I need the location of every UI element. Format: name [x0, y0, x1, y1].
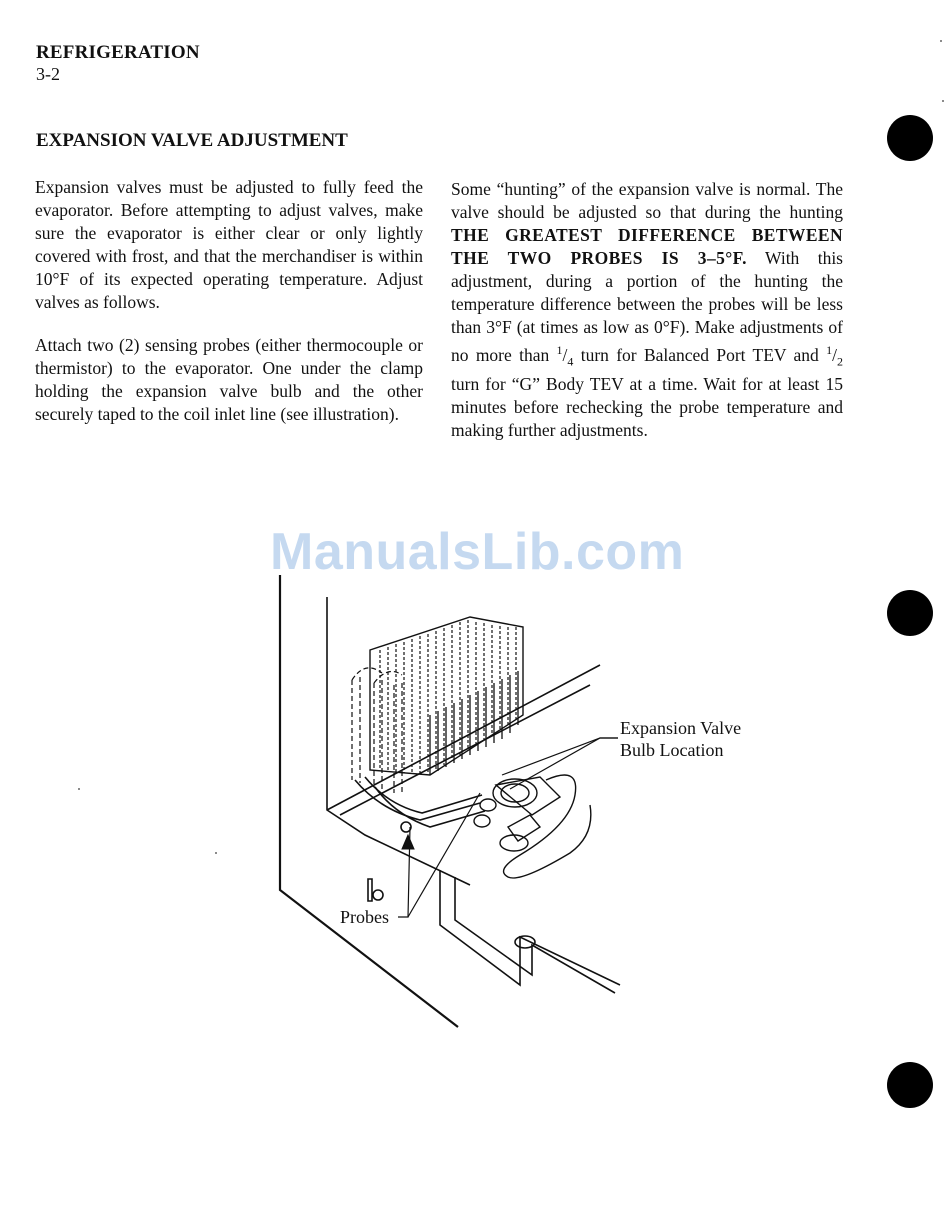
punch-hole-middle: [887, 590, 933, 636]
probe-symbol: [368, 879, 383, 901]
case-floor-front: [340, 685, 590, 815]
punch-hole-bottom: [887, 1062, 933, 1108]
hunting-text-4: turn for “G” Body TEV at a time. Wait for at least 15 minutes before rechecking the probe temperature and making further adjustments.: [451, 374, 843, 441]
hunting-text-3: turn for Balanced Port TEV and: [573, 344, 827, 365]
case-outline: [280, 575, 458, 1027]
callout-probes: Probes: [340, 907, 389, 927]
page-number: 3-2: [36, 64, 60, 84]
scan-speck: [215, 852, 217, 854]
hunting-text-2: With this adjustment, during a portion of the hunting the temperature difference between the probes will be less than 3°F (at times as low as 0°F). Make adjustments of no more than: [451, 248, 843, 365]
scan-speck: [942, 100, 944, 102]
paragraph-adjust-intro: Expansion valves must be adjusted to fully feed the evaporator. Before attempting to adjust valves, make sure the evaporator is either clear or only lightly covered with frost, and that the merchandiser is within 10°F of its expected operating temperature. Adjust valves as follows.: [35, 177, 423, 312]
callout-expansion-valve-line1: Expansion Valve: [620, 718, 742, 738]
paragraph-hunting: [451, 178, 843, 442]
fraction-quarter: $^1/_4$: [556, 343, 574, 369]
drain-pipe-outer: [440, 870, 620, 985]
callout-expansion-valve-line2: Bulb Location: [620, 740, 724, 760]
drain-pipe-inner: [455, 877, 615, 993]
evaporator-illustration: [270, 565, 660, 1035]
probe-arrow: [402, 835, 414, 849]
expansion-valve: [474, 775, 591, 878]
evaporator-coil: [370, 617, 523, 775]
scan-speck: [940, 40, 942, 42]
hunting-emphasis: THE GREATEST DIFFERENCE BETWEEN THE TWO PROBES IS 3–5°F.: [451, 225, 843, 268]
running-header-title: REFRIGERATION: [36, 42, 200, 63]
case-floor-back: [327, 665, 600, 810]
section-heading: EXPANSION VALVE ADJUSTMENT: [36, 130, 348, 151]
paragraph-attach-probes: Attach two (2) sensing probes (either thermocouple or thermistor) to the evaporator. One under the clamp holding the expansion valve bulb and the other securely taped to the coil inlet line (see illustration).: [35, 335, 423, 424]
scan-speck: [78, 788, 80, 790]
hunting-text-1: Some “hunting” of the expansion valve is normal. The valve should be adjusted so that during the hunting: [451, 179, 843, 222]
watermark: ManualsLib.com: [270, 523, 685, 581]
punch-hole-top: [887, 115, 933, 161]
fraction-half: $^1/_2$: [826, 343, 843, 369]
return-bends: [352, 668, 402, 795]
